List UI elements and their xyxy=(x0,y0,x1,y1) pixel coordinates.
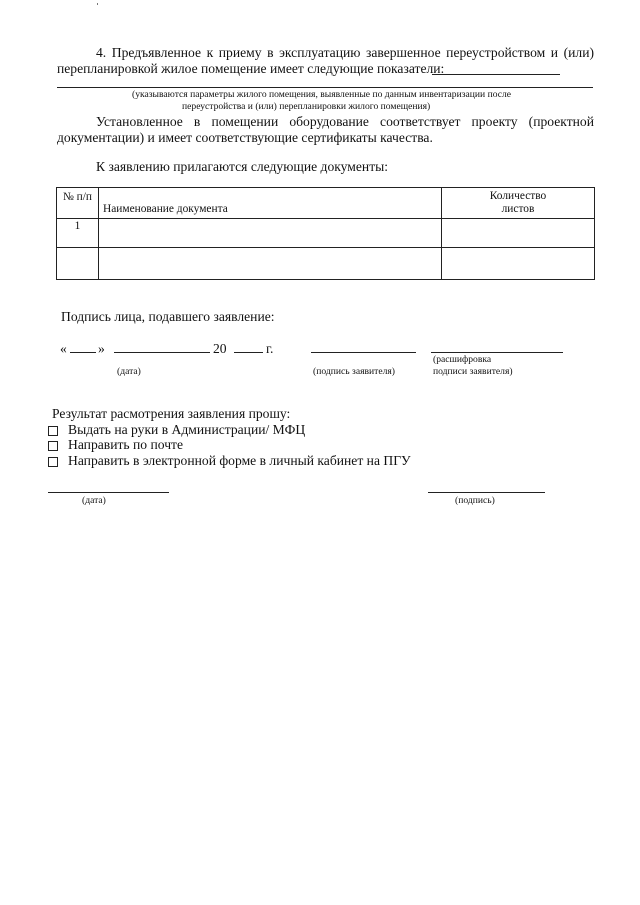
hint-line2: переустройства и (или) перепланировки жилого помещения) xyxy=(182,101,431,112)
row1-count-cell[interactable] xyxy=(442,219,595,248)
result-date-field[interactable] xyxy=(48,492,169,493)
parameters-field-line-2[interactable] xyxy=(57,87,593,88)
month-field[interactable] xyxy=(114,352,210,353)
signature-label: Подпись лица, подавшего заявление: xyxy=(61,309,275,324)
header-count-line1: Количество xyxy=(489,190,547,202)
result-sign-caption: (подпись) xyxy=(455,495,495,506)
decode-caption-line2: подписи заявителя) xyxy=(433,366,513,377)
row2-count-cell[interactable] xyxy=(442,248,595,280)
row2-num xyxy=(57,248,99,280)
quote-open: « xyxy=(60,341,67,356)
table-row xyxy=(57,248,595,280)
applicant-decode-field[interactable] xyxy=(431,352,563,353)
option-hand[interactable] xyxy=(48,422,305,438)
result-signature-field[interactable] xyxy=(428,492,545,493)
date-caption: (дата) xyxy=(117,366,141,377)
scan-artifact xyxy=(97,3,98,5)
checkbox-icon[interactable] xyxy=(48,426,58,436)
applicant-signature-field[interactable] xyxy=(311,352,416,353)
parameters-field-line[interactable] xyxy=(432,74,560,75)
section4-line1: 4. Предъявленное к приему в эксплуатацию завершенное переустройством и (или) xyxy=(96,45,594,60)
result-date-caption: (дата) xyxy=(82,495,106,506)
day-field[interactable] xyxy=(70,352,96,353)
checkbox-icon[interactable] xyxy=(48,441,58,451)
table-header-row xyxy=(57,188,595,219)
option-electronic-label: Направить в электронной форме в личный кабинет на ПГУ xyxy=(68,453,411,468)
year-field[interactable] xyxy=(234,352,263,353)
documents-table xyxy=(56,187,595,280)
header-num-label: № п/п xyxy=(62,191,93,203)
checkbox-icon[interactable] xyxy=(48,457,58,467)
option-hand-label: Выдать на руки в Администрации/ МФЦ xyxy=(68,422,306,437)
header-name-label: Наименование документа xyxy=(103,203,228,215)
option-post[interactable] xyxy=(48,437,183,453)
result-label: Результат расмотрения заявления прошу: xyxy=(52,406,291,421)
table-row xyxy=(57,219,595,248)
quote-close: » xyxy=(98,341,105,356)
year-prefix: 20 xyxy=(213,341,227,356)
header-count xyxy=(442,188,595,219)
equipment-line2: документации) и имеет соответствующие сертификаты качества. xyxy=(57,130,433,145)
sign-caption: (подпись заявителя) xyxy=(313,366,396,377)
option-electronic[interactable] xyxy=(48,453,411,469)
header-name xyxy=(99,188,442,219)
decode-caption-line1: (расшифровка xyxy=(433,354,492,365)
row1-num: 1 xyxy=(57,219,99,248)
year-suffix: г. xyxy=(266,341,274,356)
row2-name-cell[interactable] xyxy=(99,248,442,280)
section4-line2: перепланировкой жилое помещение имеет следующие показатели: xyxy=(57,61,445,76)
header-count-line2: листов xyxy=(501,203,535,215)
option-post-label: Направить по почте xyxy=(68,437,184,452)
attachments-intro: К заявлению прилагаются следующие документы: xyxy=(96,159,389,174)
header-num xyxy=(57,188,99,219)
equipment-line1: Установленное в помещении оборудование соответствует проекту (проектной xyxy=(96,114,594,129)
row1-name-cell[interactable] xyxy=(99,219,442,248)
hint-line1: (указываются параметры жилого помещения, выявленные по данным инвентаризации после xyxy=(132,89,512,100)
